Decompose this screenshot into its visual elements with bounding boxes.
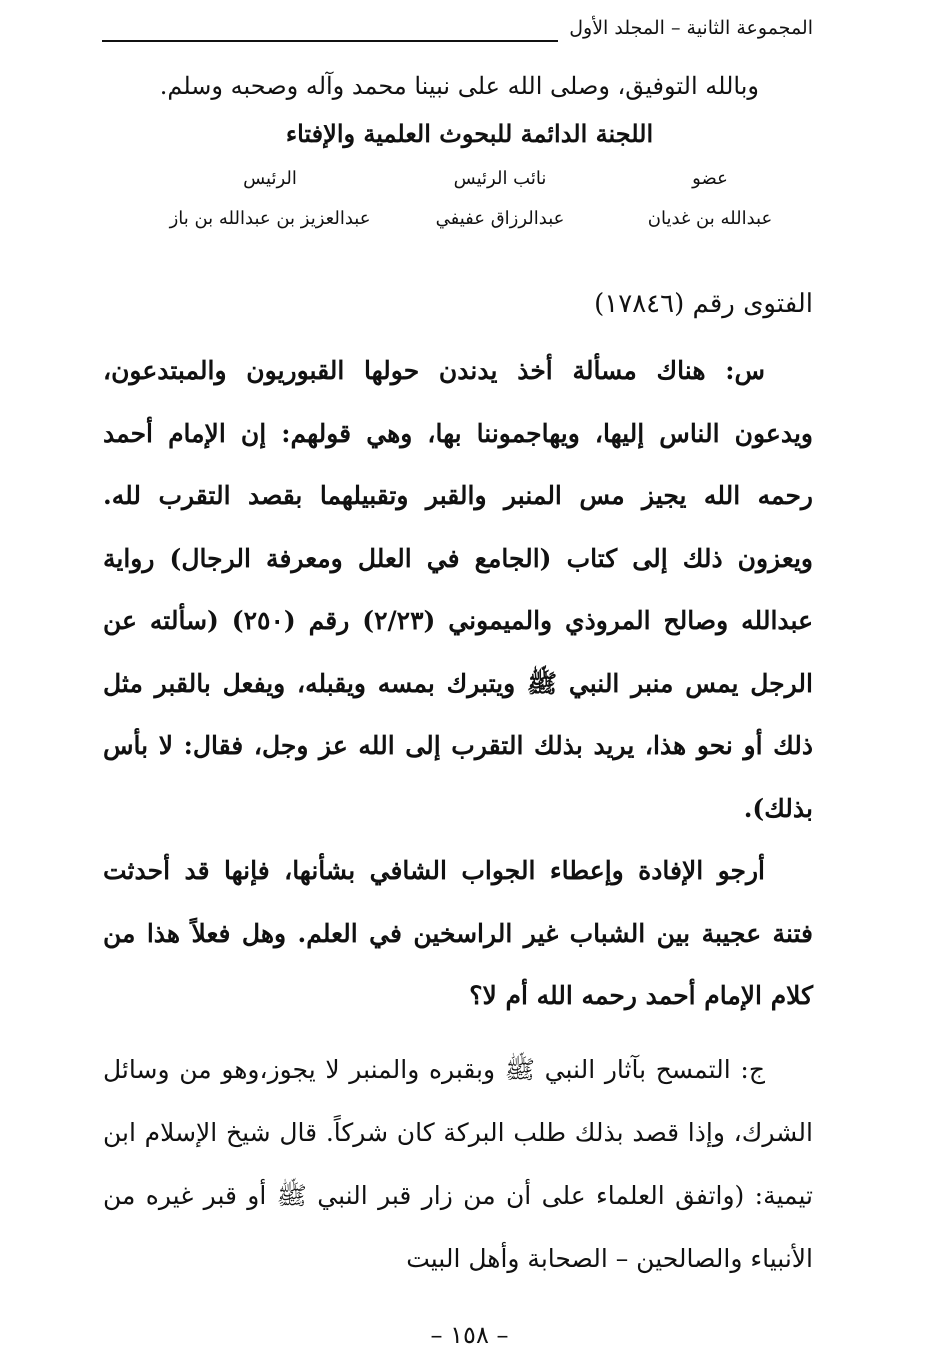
question-paragraph: أرجو الإفادة وإعطاء الجواب الشافي بشأنها، فإنها قد أحدثت فتنة عجيبة بين الشباب غير الراسخين في العلم. وهل فعلاً هذا من كلام الإمام أحمد رحمه الله أم لا؟ bbox=[103, 856, 813, 1010]
signatory-name: عبدالله بن غديان bbox=[647, 208, 773, 229]
signatory-member bbox=[630, 165, 790, 233]
question-paragraph: س: هناك مسألة أخذ يدندن حولها القبوريون والمبتدعون، ويدعون الناس إليها، ويهاجموننا بها، وهي قولهم: إن الإمام أحمد رحمه الله يجيز مس المنبر والقبر وتقبيلهما بقصد التقرب لله. ويعزون ذلك إلى كتاب (الجامع في العلل ومعرفة الرجال) رواية عبدالله وصالح المروذي والميموني (٢/٢٣) رقم (٢٥٠) (سألته عن الرجل يمس منبر النبي ﷺ ويتبرك بمسه ويقبله، ويفعل بالقبر مثل ذلك أو نحو هذا، يريد بذلك التقرب إلى الله عز وجل، فقال: لا بأس بذلك). bbox=[103, 356, 813, 823]
closing-line: وبالله التوفيق، وصلى الله على نبينا محمد وآله وصحبه وسلم. bbox=[159, 72, 759, 100]
signatory-name: عبدالرزاق عفيفي bbox=[435, 208, 565, 229]
signatory-role: الرئيس bbox=[243, 168, 297, 189]
answer-paragraph: ج: التمسح بآثار النبي ﷺ وبقبره والمنبر لا يجوز،وهو من وسائل الشرك، وإذا قصد بذلك طلب البركة كان شركاً. قال شيخ الإسلام ابن تيمية: (واتفق العلماء على أن من زار قبر النبي ﷺ أو قبر غيره من الأنبياء والصالحين – الصحابة وأهل البيت bbox=[103, 1055, 813, 1273]
page-number: – ١٥٨ – bbox=[430, 1321, 509, 1349]
signatory-name: عبدالعزيز بن عبدالله بن باز bbox=[169, 208, 371, 229]
answer-block bbox=[103, 1038, 813, 1290]
signatory-chair bbox=[150, 165, 390, 233]
question-block bbox=[103, 340, 813, 1028]
signatory-deputy bbox=[410, 165, 590, 233]
running-header: المجموعة الثانية – المجلد الأول bbox=[569, 17, 813, 39]
signatory-role: عضو bbox=[692, 168, 728, 189]
fatwa-number: الفتوى رقم (١٧٨٤٦) bbox=[594, 289, 813, 319]
header-rule bbox=[102, 40, 558, 42]
committee-name: اللجنة الدائمة للبحوث العلمية والإفتاء bbox=[285, 119, 654, 148]
signatory-role: نائب الرئيس bbox=[453, 168, 547, 189]
